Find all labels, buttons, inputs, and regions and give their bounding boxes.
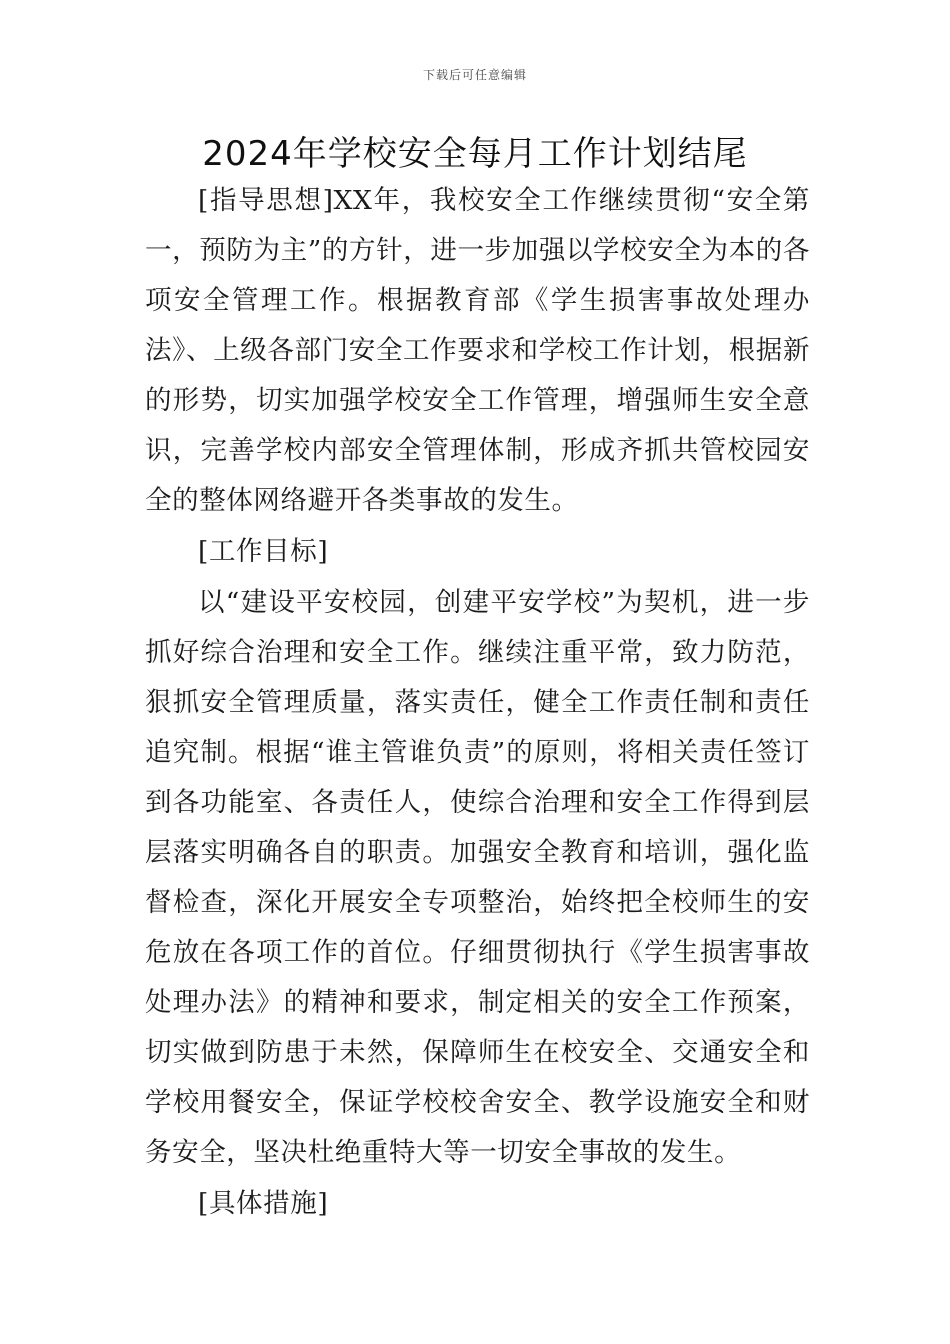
header-note: 下载后可任意编辑 — [422, 68, 527, 82]
paragraph-guiding-ideology: [指导思想]XX年，我校安全工作继续贯彻“安全第一，预防为主”的方针，进一步加强以学校安全为本的各项安全管理工作。根据教育部《学生损害事故处理办法》、上级各部门安全工作要求和学校工作计划，根据新的形势，切实加强学校安全工作管理，增强师生安全意识，完善学校内部安全管理体制，形成齐抓共管校园安全的整体网络避开各类事故的发生。 — [145, 185, 810, 516]
section-heading-specific-measures: [具体措施] — [198, 1188, 329, 1219]
document-body — [145, 176, 810, 1230]
section-heading-work-goals: [工作目标] — [198, 536, 329, 567]
document-title: 2024年学校安全每月工作计划结尾 — [202, 134, 748, 174]
paragraph-work-goals: 以“建设平安校园，创建平安学校”为契机，进一步抓好综合治理和安全工作。继续注重平常，致力防范，狠抓安全管理质量，落实责任，健全工作责任制和责任追究制。根据“谁主管谁负责”的原则，将相关责任签订到各功能室、各责任人，使综合治理和安全工作得到层层落实明确各自的职责。加强安全教育和培训，强化监督检查，深化开展安全专项整治，始终把全校师生的安危放在各项工作的首位。仔细贯彻执行《学生损害事故处理办法》的精神和要求，制定相关的安全工作预案，切实做到防患于未然，保障师生在校安全、交通安全和学校用餐安全，保证学校校舍安全、教学设施安全和财务安全，坚决杜绝重特大等一切安全事故的发生。 — [145, 587, 810, 1168]
